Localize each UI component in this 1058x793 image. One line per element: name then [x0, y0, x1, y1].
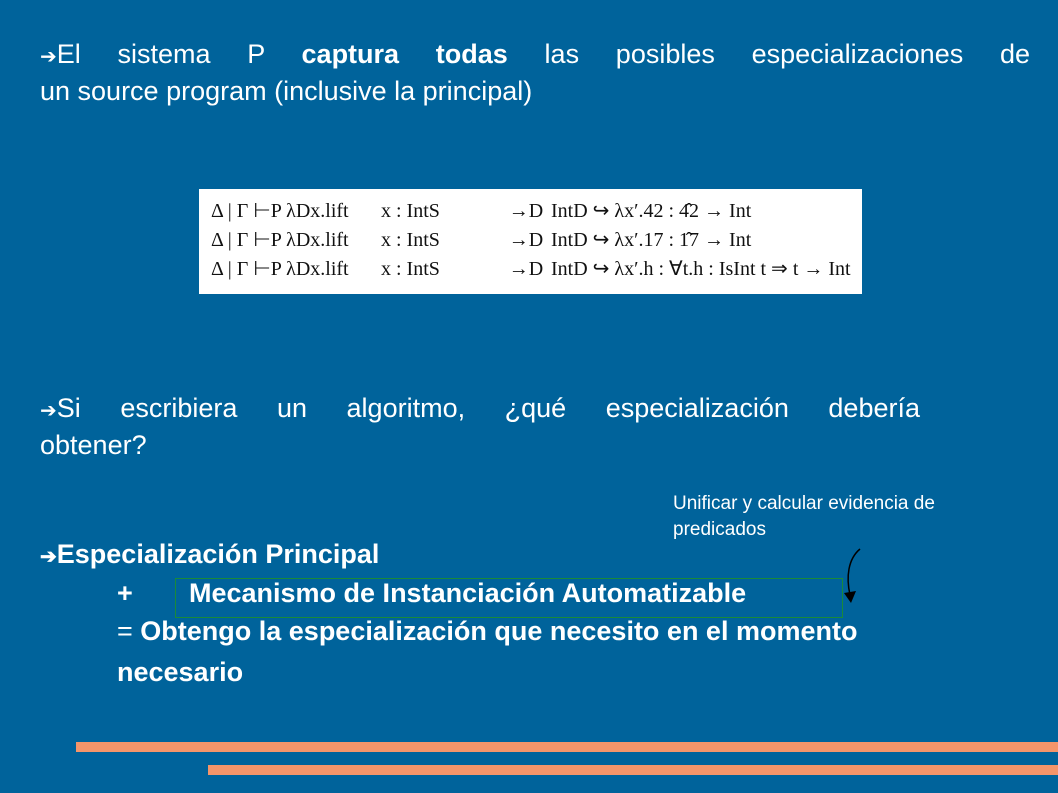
arrow-bullet-icon: ➔: [40, 400, 57, 422]
note-line2: predicados: [673, 518, 766, 540]
formula-arrow: →D: [508, 229, 544, 251]
formula-image: [199, 189, 862, 294]
plus-sign: +: [117, 578, 133, 608]
para1-text-end: las posibles especializaciones de: [507, 39, 1030, 69]
para3-title: Especialización Principal: [56, 539, 380, 569]
para1-line2: un source program (inclusive la principal): [40, 75, 533, 106]
formula-type: x : IntS: [381, 229, 440, 251]
formula-type: x : IntS: [381, 258, 440, 280]
formula-line: [211, 255, 850, 284]
annotation-note: [673, 491, 1053, 542]
formula-type: x : IntS: [381, 200, 440, 222]
result-line: [117, 616, 857, 647]
formula-context: Δ | Γ ⊢P λDx.lift: [211, 229, 349, 251]
formula-line: [211, 197, 850, 226]
formula-line: [211, 226, 850, 255]
paragraph-2: [40, 390, 920, 463]
para2-line1: Si escribiera un algoritmo, ¿qué especialización debería: [56, 393, 920, 423]
paragraph-3-title: [40, 536, 379, 573]
note-line1: Unificar y calcular evidencia de: [673, 493, 935, 514]
para1-text: El sistema P: [56, 39, 302, 69]
formula-context: Δ | Γ ⊢P λDx.lift: [211, 200, 349, 222]
formula-rest: IntD ↪ λx′.42 : 4̂2 → Int: [551, 200, 752, 222]
formula-context: Δ | Γ ⊢P λDx.lift: [211, 258, 349, 280]
mechanism-text: Mecanismo de Instanciación Automatizable: [189, 578, 747, 608]
equals-sign: =: [117, 616, 141, 646]
formula-arrow: →D: [508, 258, 544, 280]
decorative-bar: [76, 742, 1058, 752]
para1-bold-text: captura todas: [301, 39, 508, 69]
decorative-bar: [208, 765, 1058, 775]
result-line-2: necesario: [117, 657, 244, 687]
formula-rest: IntD ↪ λx′.h : ∀t.h : IsInt t ⇒ t → Int: [551, 258, 851, 280]
para2-line2: obtener?: [40, 429, 147, 460]
formula-rest: IntD ↪ λx′.17 : 1̂7 → Int: [551, 229, 752, 251]
mechanism-line: [117, 578, 746, 609]
formula-arrow: →D: [508, 200, 544, 222]
result-text: Obtengo la especialización que necesito en el momento: [140, 616, 858, 646]
paragraph-1: [40, 36, 1030, 109]
arrow-bullet-icon: ➔: [40, 546, 57, 568]
arrow-bullet-icon: ➔: [40, 46, 57, 68]
